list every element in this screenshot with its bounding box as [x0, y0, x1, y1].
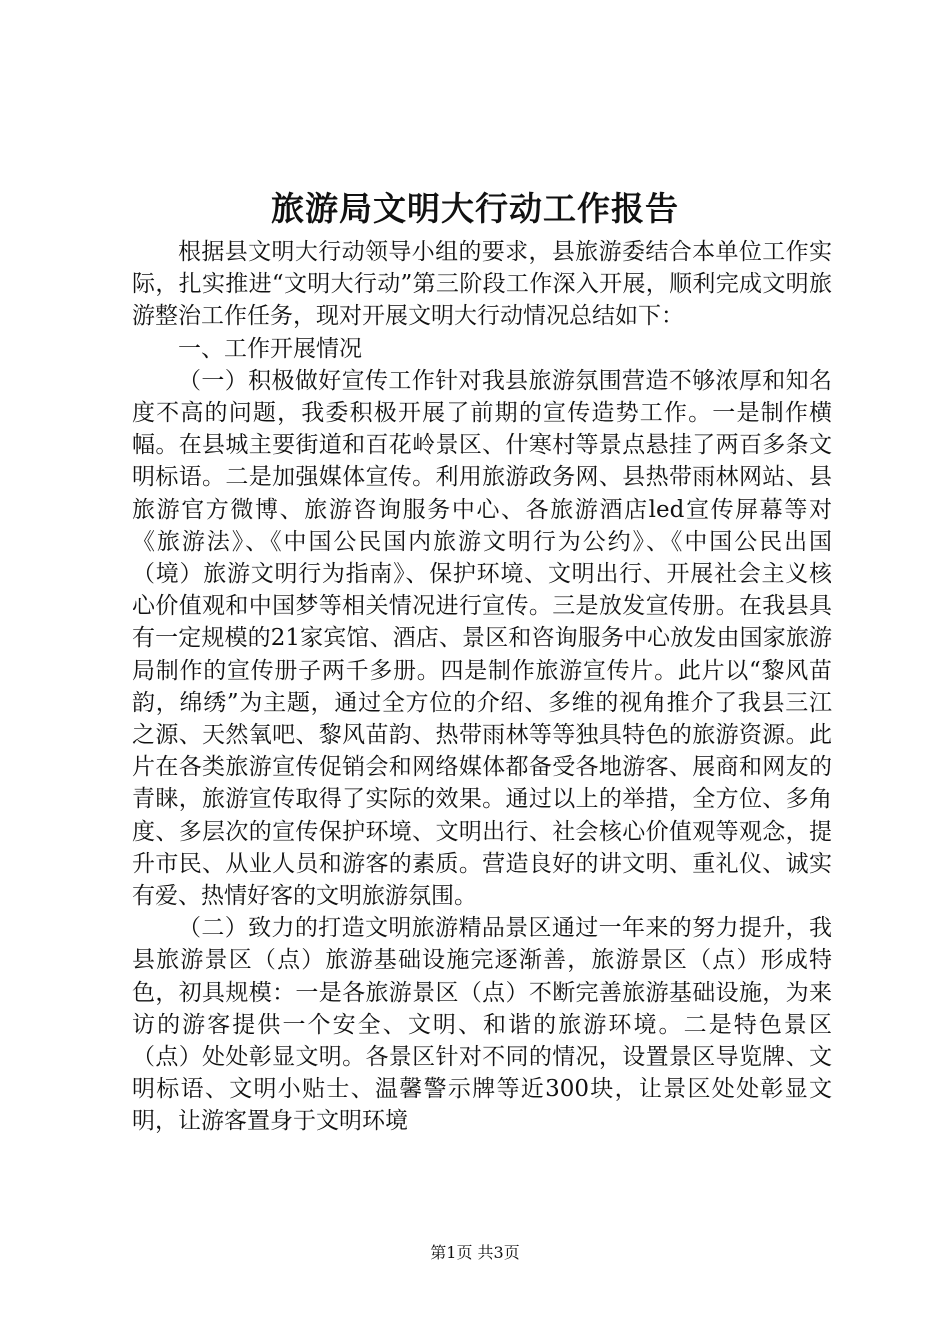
document-title: 旅游局文明大行动工作报告	[271, 189, 679, 228]
section-heading: 一、工作开展情况	[178, 335, 362, 362]
document-body	[132, 236, 832, 1138]
intro-paragraph: 根据县文明大行动领导小组的要求，县旅游委结合本单位工作实际，扎实推进“文明大行动”第三阶段工作深入开展，顺利完成文明旅游整治工作任务，现对开展文明大行动情况总结如下：	[132, 239, 832, 330]
section-2-paragraph: （二）致力的打造文明旅游精品景区通过一年来的努力提升，我县旅游景区（点）旅游基础设施完逐渐善，旅游景区（点）形成特色，初具规模：一是各旅游景区（点）不断完善旅游基础设施，为来访的游客提供一个安全、文明、和谐的旅游环境。二是特色景区（点）处处彰显文明。各景区针对不同的情况，设置景区导览牌、文明标语、文明小贴士、温馨警示牌等近300块，让景区处处彰显文明，让游客置身于文明环境	[132, 915, 832, 1135]
section-1-paragraph: （一）积极做好宣传工作针对我县旅游氛围营造不够浓厚和知名度不高的问题，我委积极开展了前期的宣传造势工作。一是制作横幅。在县城主要街道和百花岭景区、什寒村等景点悬挂了两百多条文明标语。二是加强媒体宣传。利用旅游政务网、县热带雨林网站、县旅游官方微博、旅游咨询服务中心、各旅游酒店led宣传屏幕等对《旅游法》、《中国公民国内旅游文明行为公约》、《中国公民出国（境）旅游文明行为指南》、保护环境、文明出行、开展社会主义核心价值观和中国梦等相关情况进行宣传。三是放发宣传册。在我县具有一定规模的21家宾馆、酒店、景区和咨询服务中心放发由国家旅游局制作的宣传册子两千多册。四是制作旅游宣传片。此片以“黎风苗韵，绵绣”为主题，通过全方位的介绍、多维的视角推介了我县三江之源、天然氧吧、黎风苗韵、热带雨林等等独具特色的旅游资源。此片在各类旅游宣传促销会和网络媒体都备受各地游客、展商和网友的青睐，旅游宣传取得了实际的效果。通过以上的举措，全方位、多角度、多层次的宣传保护环境、文明出行、社会核心价值观等观念，提升市民、从业人员和游客的素质。营造良好的讲文明、重礼仪、诚实有爱、热情好客的文明旅游氛围。	[132, 367, 832, 910]
page-number-footer: 第1页 共3页	[430, 1243, 520, 1262]
